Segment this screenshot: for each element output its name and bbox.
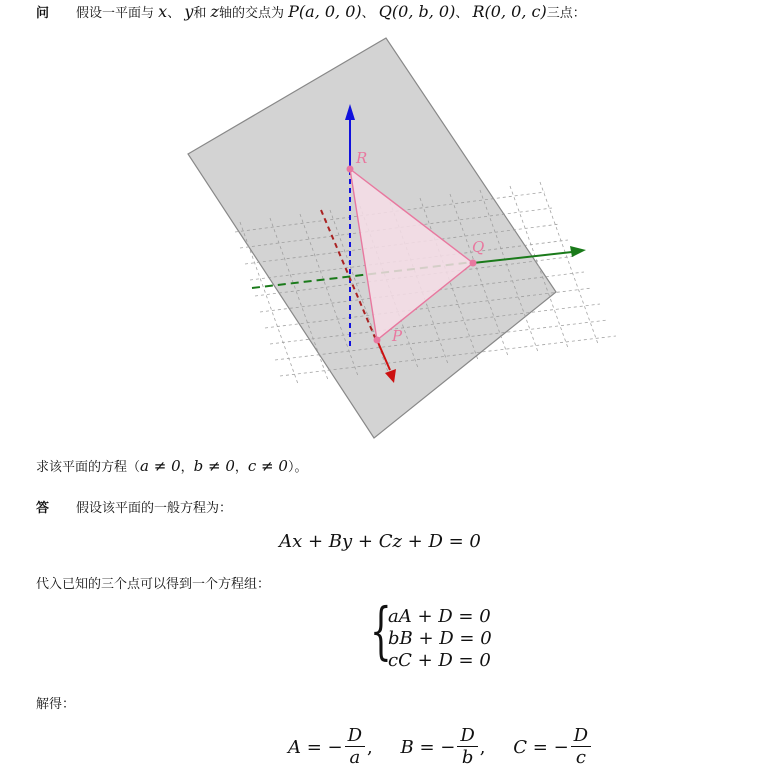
requirement-text: 求该平面的方程（ [36, 460, 141, 475]
solution-a [288, 726, 373, 769]
requirement-line [36, 456, 307, 475]
solution-b-fraction [457, 726, 477, 769]
solution-c-lhs: C = − [513, 737, 569, 758]
condition-b: b ≠ 0 [193, 457, 235, 475]
solution-c [513, 726, 593, 769]
question-sep-2: 、 [361, 6, 375, 21]
question-line [36, 2, 586, 21]
answer-text: 假设该平面的一般方程为： [76, 501, 233, 516]
requirement-comma-1: ， [180, 460, 194, 475]
solution-c-num: D [571, 726, 591, 747]
solution-b-num: D [457, 726, 477, 747]
condition-c: c ≠ 0 [247, 457, 288, 475]
solution-c-fraction [571, 726, 591, 769]
label-q: Q [472, 238, 485, 256]
var-z: z [210, 2, 219, 21]
question-and: 和 [193, 6, 207, 21]
solution-c-den: c [575, 747, 586, 768]
answer-line [36, 497, 232, 516]
solve-text: 解得： [36, 697, 76, 712]
system-row-2: bB + D = 0 [388, 628, 492, 649]
question-text-2: 轴的交点为 [218, 6, 284, 21]
point-q-coord: Q(0, b, 0) [378, 2, 456, 21]
system-row-3: cC + D = 0 [388, 650, 491, 671]
solution-b [401, 726, 486, 769]
system-brace: { [370, 594, 392, 667]
solution-b-lhs: B = − [400, 737, 456, 758]
requirement-comma-2: ， [234, 460, 248, 475]
requirement-end: ）。 [287, 460, 308, 475]
solution-a-num: D [345, 726, 365, 747]
solution-a-den: a [349, 747, 361, 768]
label-r: R [356, 149, 368, 167]
solution-a-sep: , [367, 737, 373, 758]
solution-b-sep: , [479, 737, 486, 758]
system-row-1: aA + D = 0 [388, 606, 491, 627]
general-equation: Ax + By + Cz + D = 0 [279, 531, 481, 552]
var-y: y [184, 2, 194, 21]
point-r [347, 166, 354, 173]
point-q [470, 260, 477, 267]
solution-a-fraction [345, 726, 365, 769]
condition-a: a ≠ 0 [140, 457, 181, 475]
solution-line [288, 726, 615, 769]
question-label: 问 [36, 6, 50, 21]
question-text-1: 假设一平面与 [76, 6, 155, 21]
plane-3d-figure [180, 36, 630, 440]
point-p [374, 337, 381, 344]
question-sep-1: 、 [167, 6, 181, 21]
solution-a-lhs: A = − [288, 737, 343, 758]
question-text-3: 三点： [546, 6, 586, 21]
var-x: x [158, 2, 168, 21]
label-p: P [392, 327, 403, 345]
substitute-text: 代入已知的三个点可以得到一个方程组： [36, 577, 271, 592]
point-r-coord: R(0, 0, c) [472, 2, 547, 21]
solution-b-den: b [461, 747, 474, 768]
point-p-coord: P(a, 0, 0) [288, 2, 362, 21]
answer-label: 答 [36, 501, 50, 516]
question-sep-3: 、 [455, 6, 469, 21]
y-axis-arrow [570, 246, 586, 257]
